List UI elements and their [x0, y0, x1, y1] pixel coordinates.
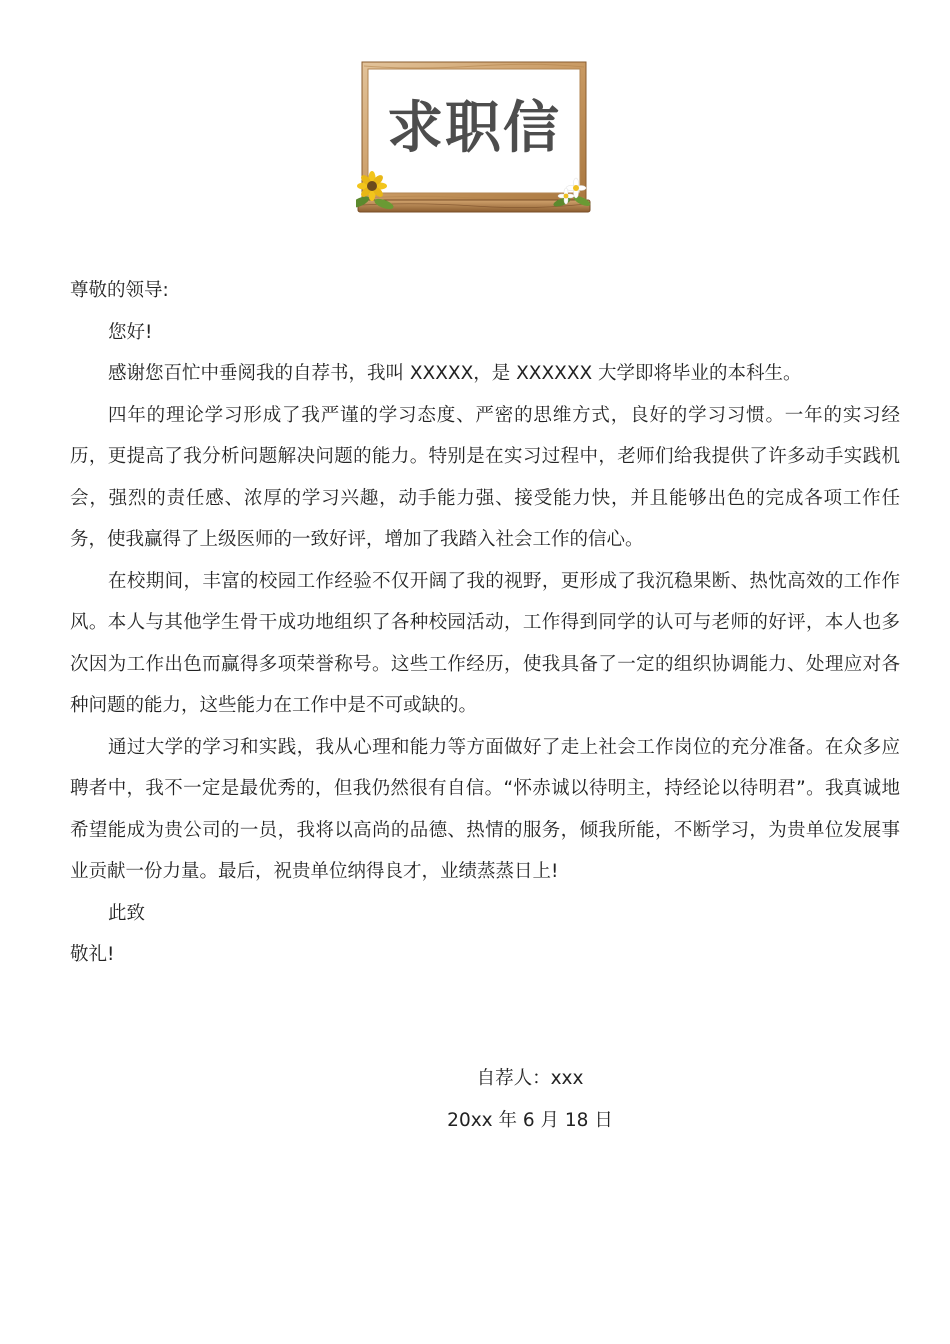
closing-line-2: 敬礼! — [70, 944, 115, 965]
salutation: 尊敬的领导: — [70, 280, 169, 301]
letter-body — [70, 270, 900, 976]
title-board — [356, 60, 592, 216]
signature-date: 20xx 年 6 月 18 日 — [447, 1109, 613, 1131]
page-title: 求职信 — [387, 95, 561, 161]
paragraph-study: 四年的理论学习形成了我严谨的学习态度、严密的思维方式，良好的学习习惯。一年的实习经历，更提高了我分析问题解决问题的能力。特别是在实习过程中，老师们给我提供了许多动手实践机会，强烈的责任感、浓厚的学习兴趣，动手能力强、接受能力快，并且能够出色的完成各项工作任务，使我赢得了上级医师的一致好评，增加了我踏入社会工作的信心。 — [70, 404, 900, 550]
signature-name: 自荐人：xxx — [476, 1068, 584, 1089]
paragraph-closing: 通过大学的学习和实践，我从心理和能力等方面做好了走上社会工作岗位的充分准备。在众多应聘者中，我不一定是最优秀的，但我仍然很有自信。“怀赤诚以待明主，持经论以待明君”。我真诚地希望能成为贵公司的一员，我将以高尚的品德、热情的服务，倾我所能，不断学习，为贵单位发展事业贡献一份力量。最后，祝贵单位纳得良才，业绩蒸蒸日上! — [70, 736, 900, 882]
greeting: 您好! — [108, 321, 153, 343]
paragraph-intro: 感谢您百忙中垂阅我的自荐书，我叫 XXXXX，是 XXXXXX 大学即将毕业的本科生。 — [108, 363, 802, 384]
closing-line-1: 此致 — [108, 902, 146, 924]
paragraph-campus: 在校期间，丰富的校园工作经验不仅开阔了我的视野，更形成了我沉稳果断、热忱高效的工作作风。本人与其他学生骨干成功地组织了各种校园活动，工作得到同学的认可与老师的好评，本人也多次因为工作出色而赢得多项荣誉称号。这些工作经历，使我具备了一定的组织协调能力、处理应对各种问题的能力，这些能力在工作中是不可或缺的。 — [70, 570, 900, 716]
signature-block — [420, 1058, 640, 1141]
